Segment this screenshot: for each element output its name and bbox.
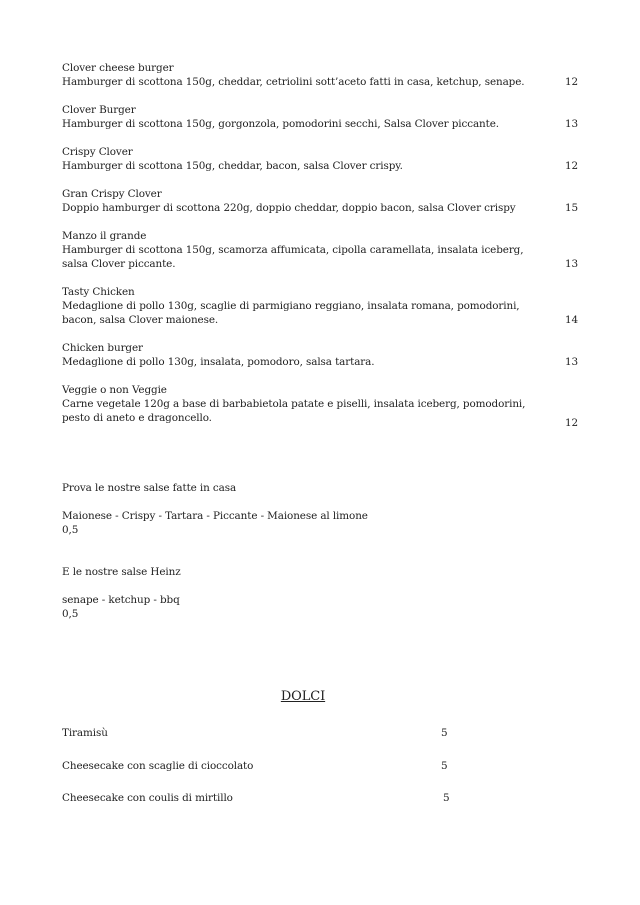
dessert-name: Cheesecake con coulis di mirtillo bbox=[62, 792, 233, 804]
menu-item bbox=[62, 341, 578, 369]
menu-item bbox=[62, 383, 578, 429]
item-name: Clover Burger bbox=[62, 104, 136, 116]
item-description: bacon, salsa Clover maionese. bbox=[62, 314, 219, 326]
item-price: 14 bbox=[564, 314, 578, 326]
item-price: 12 bbox=[564, 76, 578, 88]
item-name: Crispy Clover bbox=[62, 146, 133, 158]
item-price: 12 bbox=[564, 417, 578, 429]
item-price: 13 bbox=[564, 258, 578, 270]
item-price: 12 bbox=[564, 160, 578, 172]
item-description: Doppio hamburger di scottona 220g, doppio cheddar, doppio bacon, salsa Clover crispy bbox=[62, 202, 516, 214]
item-description: Hamburger di scottona 150g, cheddar, bacon, salsa Clover crispy. bbox=[62, 160, 403, 172]
dessert-price: 5 bbox=[441, 727, 448, 739]
item-description: pesto di aneto e dragoncello. bbox=[62, 412, 212, 424]
dessert-price: 5 bbox=[443, 792, 450, 804]
dessert-name: Cheesecake con scaglie di cioccolato bbox=[62, 760, 254, 772]
item-name: Clover cheese burger bbox=[62, 62, 174, 74]
heinz-sauces-list: senape - ketchup - bbq bbox=[62, 594, 180, 606]
heinz-sauces-heading: E le nostre salse Heinz bbox=[62, 566, 181, 578]
menu-item bbox=[62, 187, 578, 215]
menu-item bbox=[62, 285, 578, 327]
item-description: salsa Clover piccante. bbox=[62, 258, 176, 270]
item-name: Chicken burger bbox=[62, 342, 143, 354]
item-name: Veggie o non Veggie bbox=[62, 384, 167, 396]
dessert-price: 5 bbox=[441, 760, 448, 772]
item-price: 15 bbox=[564, 202, 578, 214]
item-name: Gran Crispy Clover bbox=[62, 188, 162, 200]
item-description: Medaglione di pollo 130g, insalata, pomodoro, salsa tartara. bbox=[62, 356, 375, 368]
item-description: Hamburger di scottona 150g, scamorza affumicata, cipolla caramellata, insalata iceberg, bbox=[62, 244, 524, 256]
menu-item bbox=[62, 103, 578, 131]
heinz-sauces-price: 0,5 bbox=[62, 608, 79, 620]
item-price: 13 bbox=[564, 118, 578, 130]
homemade-sauces-heading: Prova le nostre salse fatte in casa bbox=[62, 482, 237, 494]
item-description: Carne vegetale 120g a base di barbabietola patate e piselli, insalata iceberg, pomodorini, bbox=[62, 398, 526, 410]
item-name: Manzo il grande bbox=[62, 230, 147, 242]
item-name: Tasty Chicken bbox=[62, 286, 135, 298]
menu-item bbox=[62, 145, 578, 173]
section-title: DOLCI bbox=[280, 689, 326, 704]
dessert-name: Tiramisù bbox=[62, 727, 108, 739]
menu-item bbox=[62, 61, 578, 89]
menu-item bbox=[62, 229, 578, 271]
item-description: Hamburger di scottona 150g, gorgonzola, pomodorini secchi, Salsa Clover piccante. bbox=[62, 118, 499, 130]
homemade-sauces-price: 0,5 bbox=[62, 524, 79, 536]
item-description: Medaglione di pollo 130g, scaglie di parmigiano reggiano, insalata romana, pomodorini, bbox=[62, 300, 520, 312]
item-price: 13 bbox=[564, 356, 578, 368]
homemade-sauces-list: Maionese - Crispy - Tartara - Piccante - Maionese al limone bbox=[62, 510, 368, 522]
item-description: Hamburger di scottona 150g, cheddar, cetriolini sott’aceto fatti in casa, ketchup, senape. bbox=[62, 76, 525, 88]
